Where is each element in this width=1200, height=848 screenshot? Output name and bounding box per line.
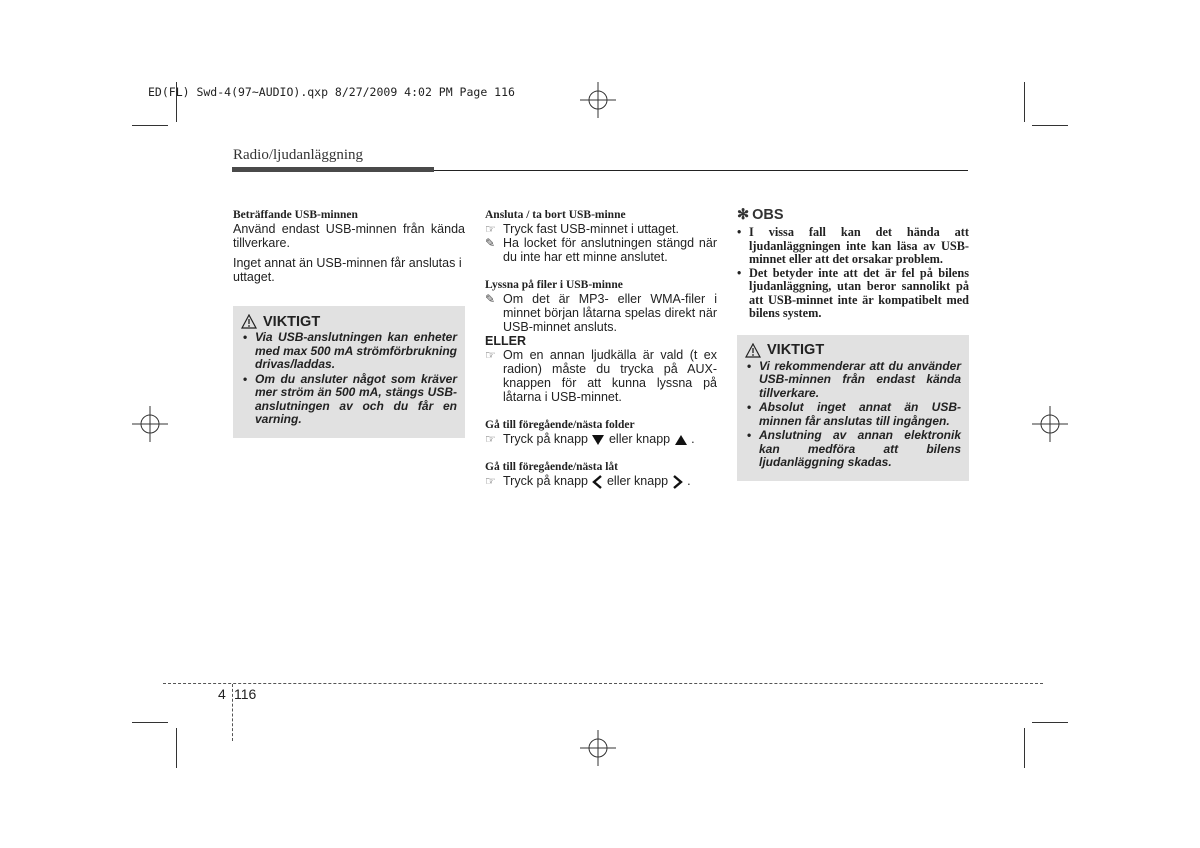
crop-mark — [1032, 722, 1068, 723]
obs-title — [737, 208, 969, 222]
instruction-step — [485, 474, 717, 489]
warning-item: • Om du ansluter något som kräver mer ström än 500 mA, stängs USB-anslutningen av och du får en varning. — [241, 373, 457, 427]
crop-mark — [132, 722, 168, 723]
note-step — [485, 236, 717, 264]
crop-mark — [1024, 728, 1025, 768]
listen-heading: Lyssna på filer i USB-minne — [485, 279, 623, 291]
pointing-hand-icon: ☞ — [485, 348, 496, 362]
obs-item: • Det betyder inte att det är fel på bilens ljudanläggning, utan beror sannolikt på att USB-minnet inte är kompatibelt med bilens system. — [737, 267, 969, 321]
instruction-text: Tryck på knapp — [503, 432, 588, 446]
warning-item: • Via USB-anslutningen kan enheter med max 500 mA strömförbrukning drivas/laddas. — [241, 331, 457, 372]
instruction-text: . — [691, 432, 695, 446]
print-file-info: ED(FL) Swd-4(97~AUDIO).qxp 8/27/2009 4:02 PM Page 116 — [148, 85, 515, 99]
warning-box — [233, 306, 465, 438]
column-usb-operation — [485, 208, 717, 489]
note-text: Ha locket för anslutningen stängd när du inte har ett minne anslutet. — [503, 236, 717, 264]
usb-memory-heading: Beträffande USB-minnen — [233, 209, 358, 221]
warning-title-text: VIKTIGT — [767, 342, 825, 358]
track-next-button-icon — [672, 475, 684, 489]
crop-mark — [1032, 125, 1068, 126]
registration-mark-icon — [578, 728, 618, 768]
track-previous-button-icon — [591, 475, 603, 489]
page-number-value: 116 — [234, 686, 257, 702]
pencil-icon: ✎ — [485, 236, 496, 250]
warning-list — [745, 360, 961, 470]
warning-triangle-icon — [745, 343, 761, 358]
column-notes — [737, 208, 969, 481]
instruction-text: . — [687, 474, 691, 488]
instruction-step — [485, 222, 717, 236]
instruction-text: Tryck på knapp — [503, 474, 588, 488]
warning-item: • Anslutning av annan elektronik kan medföra att bilens ljudanläggning skadas. — [745, 429, 961, 470]
pencil-icon: ✎ — [485, 292, 496, 306]
title-rule-accent — [232, 167, 434, 172]
folder-down-button-icon — [591, 434, 605, 446]
or-label: ELLER — [485, 334, 526, 348]
obs-list — [737, 226, 969, 321]
registration-mark-icon — [578, 80, 618, 120]
obs-item: • I vissa fall kan det hända att ljudanläggningen inte kan läsa av USB-minnet eller att det orsakar problem. — [737, 226, 969, 267]
column-usb-memory — [233, 208, 465, 438]
warning-title-text: VIKTIGT — [263, 313, 321, 330]
obs-star-icon: ✻ — [737, 207, 750, 223]
instruction-text: Om en annan ljudkälla är vald (t ex radion) måste du trycka på AUX-knappen för att kunna lyssna på låtarna i USB-minnet. — [503, 348, 717, 404]
warning-title — [241, 314, 457, 329]
crop-mark — [132, 125, 168, 126]
page-number — [218, 686, 256, 702]
instruction-text: eller knapp — [606, 474, 669, 488]
connect-heading: Ansluta / ta bort USB-minne — [485, 209, 626, 221]
note-step — [485, 292, 717, 334]
note-text: Om det är MP3- eller WMA-filer i minnet början låtarna spelas direkt när USB-minnet ansluts. — [503, 292, 717, 334]
registration-mark-icon — [130, 404, 170, 444]
registration-mark-icon — [1030, 404, 1070, 444]
warning-item: • Absolut inget annat än USB-minnen får anslutas till ingången. — [745, 401, 961, 428]
obs-title-text: OBS — [752, 207, 784, 223]
instruction-text: eller knapp — [608, 432, 671, 446]
warning-title — [745, 343, 961, 358]
pointing-hand-icon: ☞ — [485, 432, 496, 446]
footer-rule — [163, 683, 1043, 684]
warning-list — [241, 331, 457, 427]
chapter-number: 4 — [218, 686, 226, 702]
instruction-text: Tryck fast USB-minnet i uttaget. — [503, 222, 679, 236]
instruction-step — [485, 432, 717, 446]
crop-mark — [1024, 82, 1025, 122]
pointing-hand-icon: ☞ — [485, 222, 496, 236]
page-section-title: Radio/ljudanläggning — [233, 147, 363, 163]
warning-item: • Vi rekommenderar att du använder USB-minnen från endast kända tillverkare. — [745, 360, 961, 401]
instruction-step — [485, 348, 717, 404]
usb-memory-paragraph: Inget annat än USB-minnen får anslutas i uttaget. — [233, 256, 462, 284]
crop-mark — [176, 728, 177, 768]
folder-heading: Gå till föregående/nästa folder — [485, 419, 635, 431]
warning-box — [737, 335, 969, 481]
pointing-hand-icon: ☞ — [485, 474, 496, 488]
usb-memory-paragraph: Använd endast USB-minnen från kända tillverkare. — [233, 222, 465, 250]
track-heading: Gå till föregående/nästa låt — [485, 461, 618, 473]
folder-up-button-icon — [674, 434, 688, 446]
warning-triangle-icon — [241, 314, 257, 329]
